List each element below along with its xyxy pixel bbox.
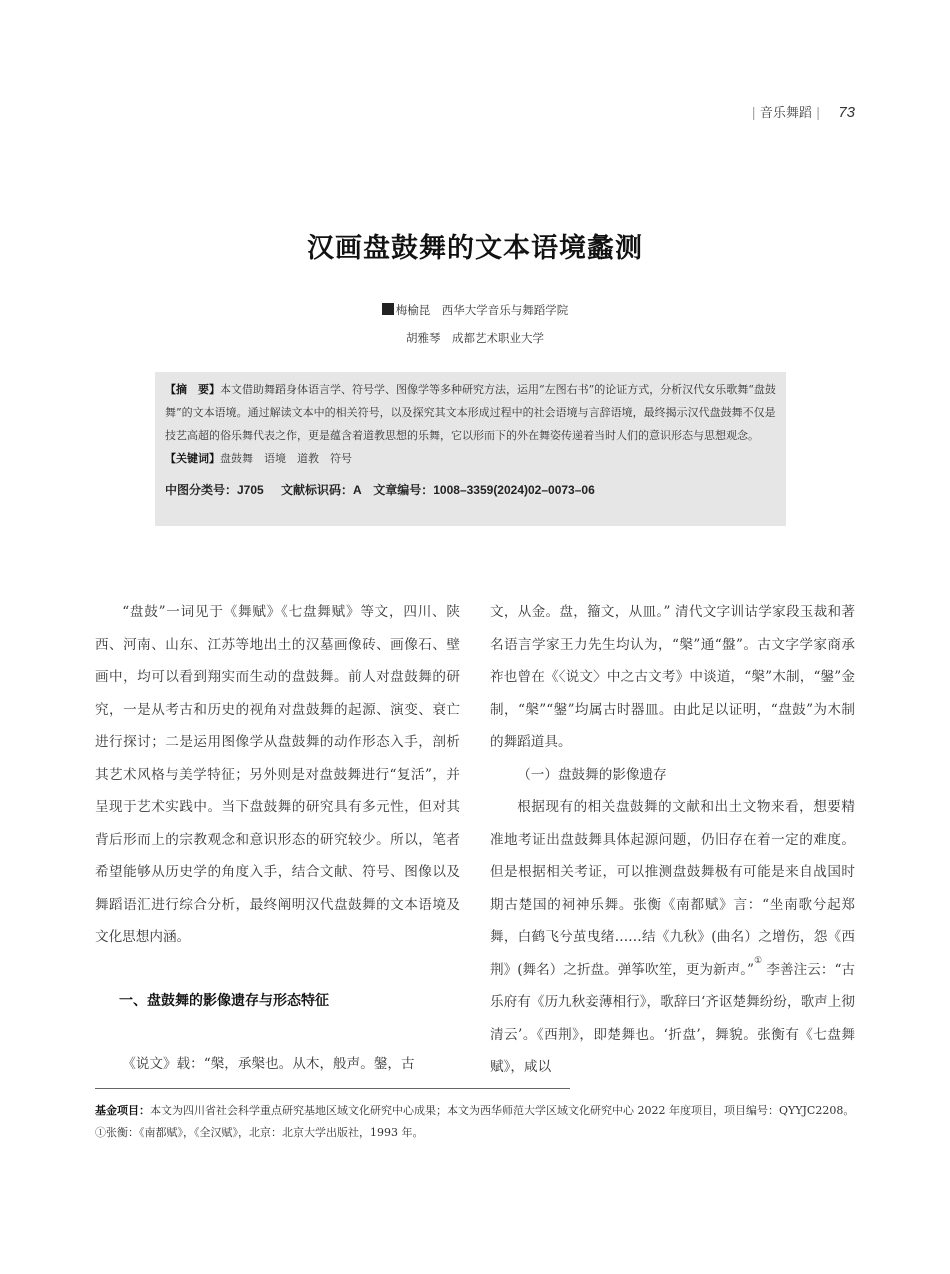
footnote-1: ①张衡：《南都赋》，《全汉赋》，北京：北京大学出版社，1993 年。 — [95, 1126, 424, 1139]
keywords — [165, 447, 778, 470]
paragraph-text: 李善注云：“古乐府有《历九秋妾薄相行》，歌辞曰‘齐讴楚舞纷纷，歌声上彻清云’。《西荆》，即楚舞也。‘折盘’，舞貌。张衡有《七盘舞赋》，咸以 — [490, 961, 855, 1075]
journal-section: 音乐舞蹈 — [759, 106, 812, 121]
footnotes — [95, 1100, 857, 1144]
fund-text: 本文为四川省社会科学重点研究基地区域文化研究中心成果；本文为西华师范大学区域文化研究中心 2022 年度项目，项目编号：QYYJC2208。 — [150, 1104, 855, 1117]
fund-note — [95, 1100, 857, 1122]
keywords-text: 盘鼓舞 语境 道教 符号 — [220, 452, 352, 465]
abstract-box — [155, 372, 786, 526]
author-name: 梅榆昆 — [395, 303, 431, 317]
author-affiliation: 西华大学音乐与舞蹈学院 — [441, 303, 569, 317]
fund-label: 基金项目： — [95, 1104, 150, 1117]
left-column — [95, 596, 460, 1081]
body-paragraph: 《说文》载：“槃，承槃也。从木，般声。鎜，古 — [122, 1056, 415, 1072]
header-divider: | — [815, 106, 821, 121]
author-line — [0, 330, 950, 346]
abstract — [165, 378, 778, 447]
running-header — [748, 102, 855, 121]
article-title: 汉画盘鼓舞的文本语境蠡测 — [307, 233, 643, 264]
footnote-divider — [95, 1088, 570, 1089]
footnote-ref[interactable]: ① — [753, 955, 763, 966]
page-number: 73 — [838, 104, 855, 121]
body-paragraph — [490, 791, 855, 1084]
keywords-label: 【关键词】 — [165, 452, 220, 465]
abstract-label: 【摘 要】 — [165, 383, 220, 396]
section-heading: 一、盘鼓舞的影像遗存与形态特征 — [119, 992, 329, 1009]
author-line — [0, 302, 950, 318]
header-divider: | — [751, 106, 756, 121]
classification-line: 中图分类号：J705 文献标识码：A 文章编号：1008–3359(2024)02–0073–06 — [165, 483, 595, 497]
right-column — [490, 596, 855, 1084]
author-marker-icon — [382, 303, 394, 315]
body-paragraph: 文，从金。盘，籀文，从皿。” 清代文字训诂学家段玉裁和著名语言学家王力先生均认为，“槃”通“盤”。古文字学家商承祚也曾在《〈说文〉中之古文考》中谈道，“槃”木制，“鎜”金制，“槃”“鎜”均属古时器皿。由此足以证明，“盘鼓”为木制的舞蹈道具。 — [490, 604, 855, 750]
abstract-text: 本文借助舞蹈身体语言学、符号学、图像学等多种研究方法，运用“左图右书”的论证方式，分析汉代女乐歌舞“盘鼓舞”的文本语境。通过解读文本中的相关符号，以及探究其文本形成过程中的社会语境与言辞语境，最终揭示汉代盘鼓舞不仅是技艺高超的俗乐舞代表之作，更是蕴含着道教思想的乐舞，它以形而下的外在舞姿传递着当时人们的意识形态与思想观念。 — [165, 383, 776, 442]
subsection-heading: （一）盘鼓舞的影像遗存 — [517, 766, 667, 783]
body-paragraph: “盘鼓”一词见于《舞赋》《七盘舞赋》等文，四川、陕西、河南、山东、江苏等地出土的汉墓画像砖、画像石、壁画中，均可以看到翔实而生动的盘鼓舞。前人对盘鼓舞的研究，一是从考古和历史的视角对盘鼓舞的起源、演变、衰亡进行探讨；二是运用图像学从盘鼓舞的动作形态入手，剖析其艺术风格与美学特征；另外则是对盘鼓舞进行“复活”，并呈现于艺术实践中。当下盘鼓舞的研究具有多元性，但对其背后形而上的宗教观念和意识形态的研究较少。所以，笔者希望能够从历史学的角度入手，结合文献、符号、图像以及舞蹈语汇进行综合分析，最终阐明汉代盘鼓舞的文本语境及文化思想内涵。 — [95, 604, 460, 945]
paragraph-text: 根据现有的相关盘鼓舞的文献和出土文物来看，想要精准地考证出盘鼓舞具体起源问题，仍旧存在着一定的难度。但是根据相关考证，可以推测盘鼓舞极有可能是来自战国时期古楚国的祠神乐舞。张衡《南都赋》言：“坐南歌兮起郑舞，白鹤飞兮茧曳绪……结《九秋》(曲名）之增伤，怨《西荆》(舞名）之折盘。弹筝吹笙，更为新声。” — [490, 799, 855, 978]
author-name: 胡雅琴 — [406, 331, 441, 345]
author-affiliation: 成都艺术职业大学 — [452, 331, 544, 345]
